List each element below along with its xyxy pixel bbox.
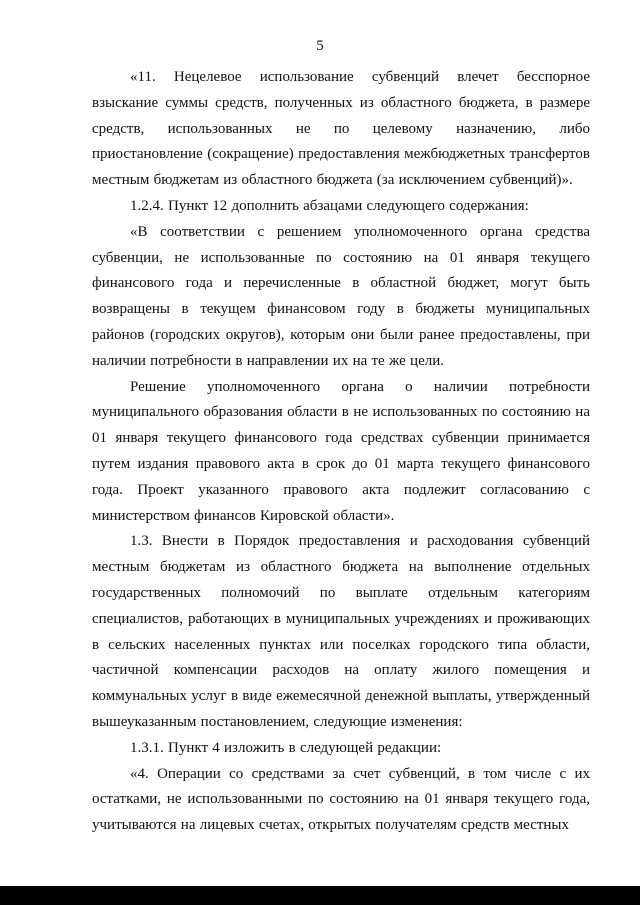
paragraph-decision: Решение уполномоченного органа о наличии потребности муниципального образования области в не использованных по состоянию на 01 января текущего финансового года средствах субвенции принимается путем издания правового акта в срок до 01 марта текущего финансового года. Проект указанного правового акта подлежит согласованию с министерством финансов Кировской области». xyxy=(92,378,590,524)
scan-bottom-border xyxy=(0,886,640,905)
paragraph-1-3: 1.3. Внести в Порядок предоставления и расходования субвенций местным бюджетам из областного бюджета на выполнение отдельных государственных полномочий по выплате отдельным категориям специалистов, работающих в муниципальных учреждениях и проживающих в сельских населенных пунктах или поселках городского типа области, частичной компенсации расходов на оплату жилого помещения и коммунальных услуг в виде ежемесячной денежной выплаты, утвержденный вышеуказанным постановлением, следующие изменения: xyxy=(92,533,590,730)
paragraph-1-2-4: 1.2.4. Пункт 12 дополнить абзацами следующего содержания: xyxy=(130,197,529,214)
page-number: 5 xyxy=(316,38,324,54)
paragraph-item-4: «4. Операции со средствами за счет субвенций, в том числе с их остатками, не использованными по состоянию на 01 января текущего года, учитываются на лицевых счетах, открытых получателям средств местных xyxy=(92,765,590,834)
paragraph-subvention-return: «В соответствии с решением уполномоченного органа средства субвенции, не использованные по состоянию на 01 января текущего финансового года и перечисленные в областной бюджет, могут быть возвращены в текущем финансовом году в бюджеты муниципальных районов (городских округов), которым они были ранее предоставлены, при наличии потребности в направлении их на те же цели. xyxy=(92,223,590,369)
document-body xyxy=(92,65,590,839)
paragraph-11-misuse: «11. Нецелевое использование субвенций влечет бесспорное взыскание суммы средств, полученных из областного бюджета, в размере средств, использованных не по целевому назначению, либо приостановление (сокращение) предоставления межбюджетных трансфертов местным бюджетам из областного бюджета (за исключением субвенций)». xyxy=(92,69,590,189)
paragraph-1-3-1: 1.3.1. Пункт 4 изложить в следующей редакции: xyxy=(130,739,442,756)
